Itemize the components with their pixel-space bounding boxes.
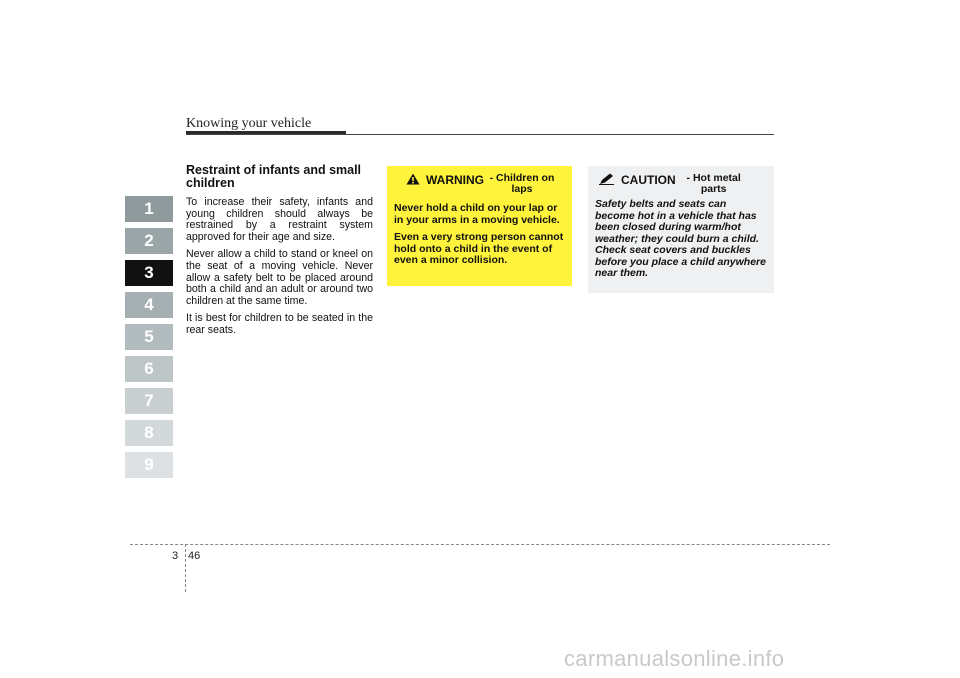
warning-triangle-icon <box>406 173 420 185</box>
page-chapter: 3 <box>172 550 179 562</box>
section-paragraph: To increase their safety, infants and young children should always be restrained by a restraint system approved for their age and size. <box>186 196 373 243</box>
page-number: 46 <box>188 550 201 562</box>
section-body <box>186 164 373 343</box>
section-title: Restraint of infants and small children <box>186 163 362 190</box>
caution-box <box>588 166 774 293</box>
warning-header <box>406 173 565 195</box>
chapter-tab-4[interactable]: 4 <box>125 292 173 318</box>
section-paragraph: It is best for children to be seated in the rear seats. <box>186 312 373 336</box>
warning-subtitle: - Children on laps <box>489 172 555 195</box>
watermark: carmanualsonline.info <box>564 646 785 671</box>
caution-header <box>599 173 767 195</box>
chapter-tabs <box>125 196 173 484</box>
header-title: Knowing your vehicle <box>186 116 312 131</box>
caution-text: Safety belts and seats can become hot in a vehicle that has been closed during warm/hot weather; they could burn a child. Check seat covers and buckles before you place a child anywhere near them. <box>595 198 766 279</box>
chapter-tab-6[interactable]: 6 <box>125 356 173 382</box>
warning-box <box>387 166 572 286</box>
caution-label: CAUTION <box>621 173 676 187</box>
caution-subtitle: - Hot metal parts <box>686 172 741 195</box>
chapter-tab-9[interactable]: 9 <box>125 452 173 478</box>
chapter-tab-7[interactable]: 7 <box>125 388 173 414</box>
warning-label: WARNING <box>426 173 484 187</box>
chapter-tab-2[interactable]: 2 <box>125 228 173 254</box>
chapter-tab-8[interactable]: 8 <box>125 420 173 446</box>
caution-pencil-icon <box>599 173 615 185</box>
header-rule <box>186 134 774 135</box>
footer-divider <box>185 544 186 592</box>
chapter-tab-3[interactable]: 3 <box>125 260 173 286</box>
warning-paragraph: Never hold a child on your lap or in your arms in a moving vehicle. <box>394 202 560 226</box>
footer-rule <box>130 544 830 545</box>
section-paragraph: Never allow a child to stand or kneel on the seat of a moving vehicle. Never allow a safety belt to be placed around both a child and an adult or around two children at the same time. <box>186 248 373 307</box>
warning-paragraph: Even a very strong person cannot hold onto a child in the event of even a minor collision. <box>394 231 564 266</box>
chapter-tab-1[interactable]: 1 <box>125 196 173 222</box>
chapter-tab-5[interactable]: 5 <box>125 324 173 350</box>
